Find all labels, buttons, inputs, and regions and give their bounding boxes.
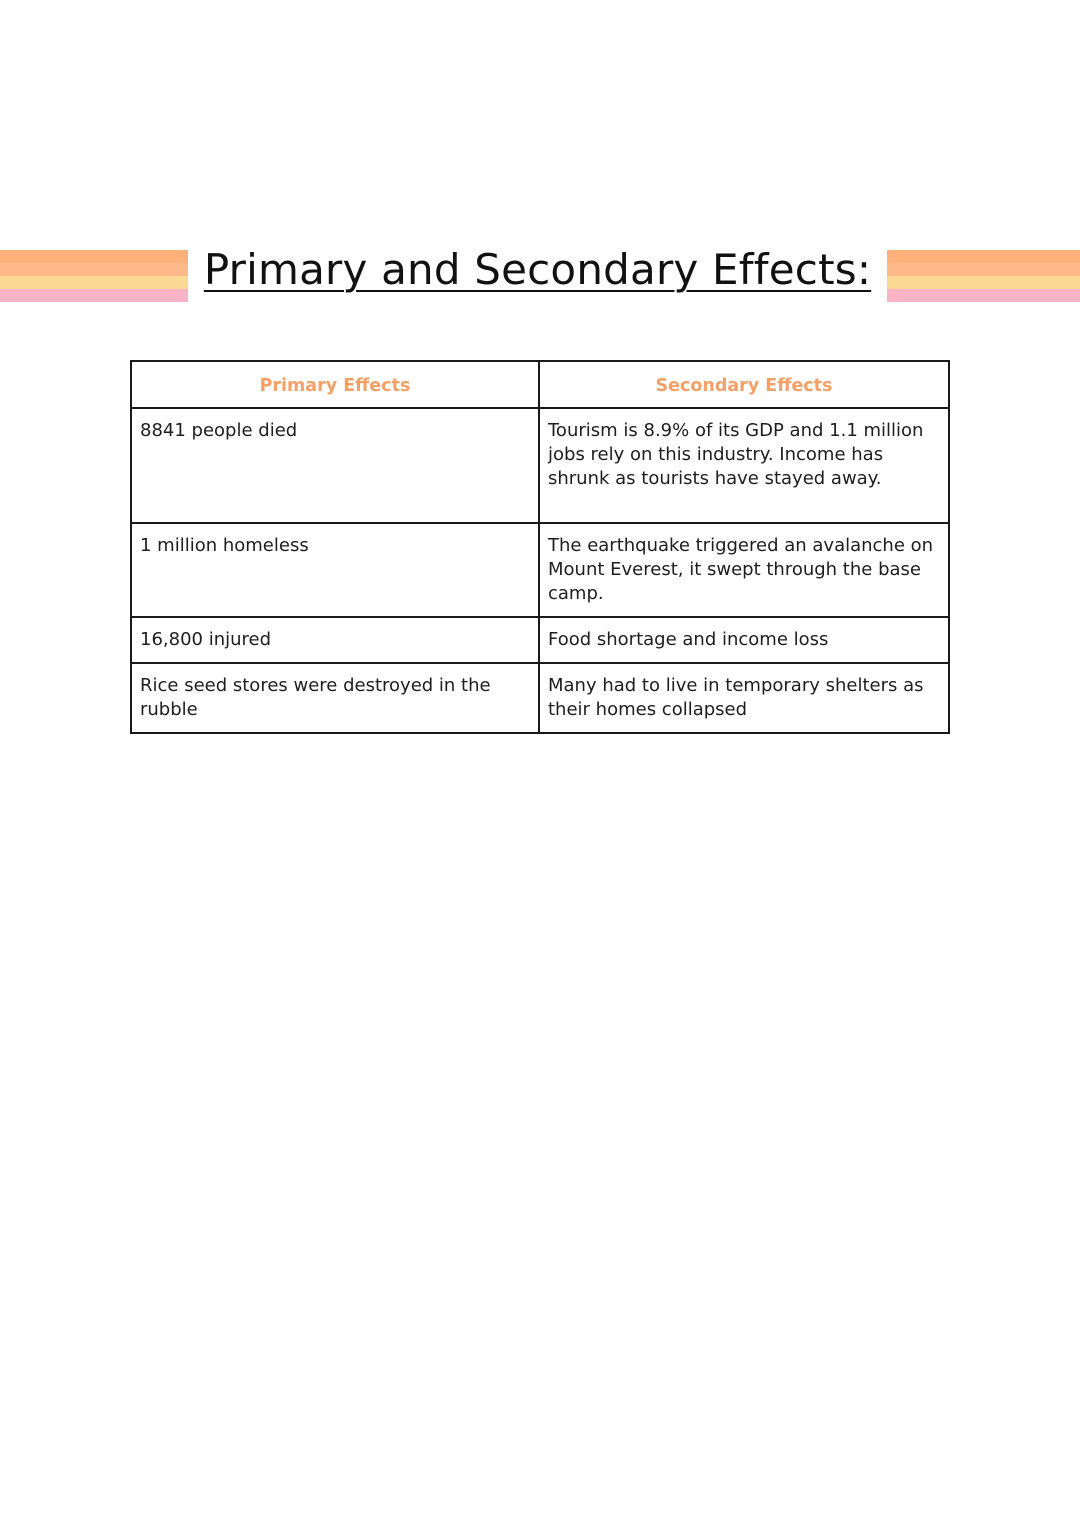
table-row <box>131 523 949 617</box>
stripe-orange <box>0 250 188 263</box>
stripe-pink <box>0 289 188 302</box>
primary-effect-cell: Rice seed stores were destroyed in the rubble <box>131 663 539 733</box>
stripe-pink <box>887 289 1080 302</box>
stripe-yellow <box>887 276 1080 289</box>
table-row <box>131 408 949 523</box>
secondary-effect-cell: Tourism is 8.9% of its GDP and 1.1 million jobs rely on this industry. Income has shrunk as tourists have stayed away. <box>539 408 949 523</box>
page-title: Primary and Secondary Effects: <box>203 245 872 294</box>
table-header-row <box>131 361 949 408</box>
stripe-light-orange <box>887 263 1080 276</box>
left-decorative-stripes <box>0 250 188 302</box>
column-header-primary: Primary Effects <box>131 361 539 408</box>
stripe-light-orange <box>0 263 188 276</box>
secondary-effect-cell: Food shortage and income loss <box>539 617 949 663</box>
primary-effect-cell: 1 million homeless <box>131 523 539 617</box>
table-row <box>131 663 949 733</box>
primary-effect-cell: 16,800 injured <box>131 617 539 663</box>
page-title-container <box>188 240 887 304</box>
stripe-orange <box>887 250 1080 263</box>
secondary-effect-cell: The earthquake triggered an avalanche on Mount Everest, it swept through the base camp. <box>539 523 949 617</box>
column-header-secondary: Secondary Effects <box>539 361 949 408</box>
right-decorative-stripes <box>887 250 1080 302</box>
primary-effect-cell: 8841 people died <box>131 408 539 523</box>
effects-table <box>130 360 950 734</box>
secondary-effect-cell: Many had to live in temporary shelters as their homes collapsed <box>539 663 949 733</box>
stripe-yellow <box>0 276 188 289</box>
table-row <box>131 617 949 663</box>
